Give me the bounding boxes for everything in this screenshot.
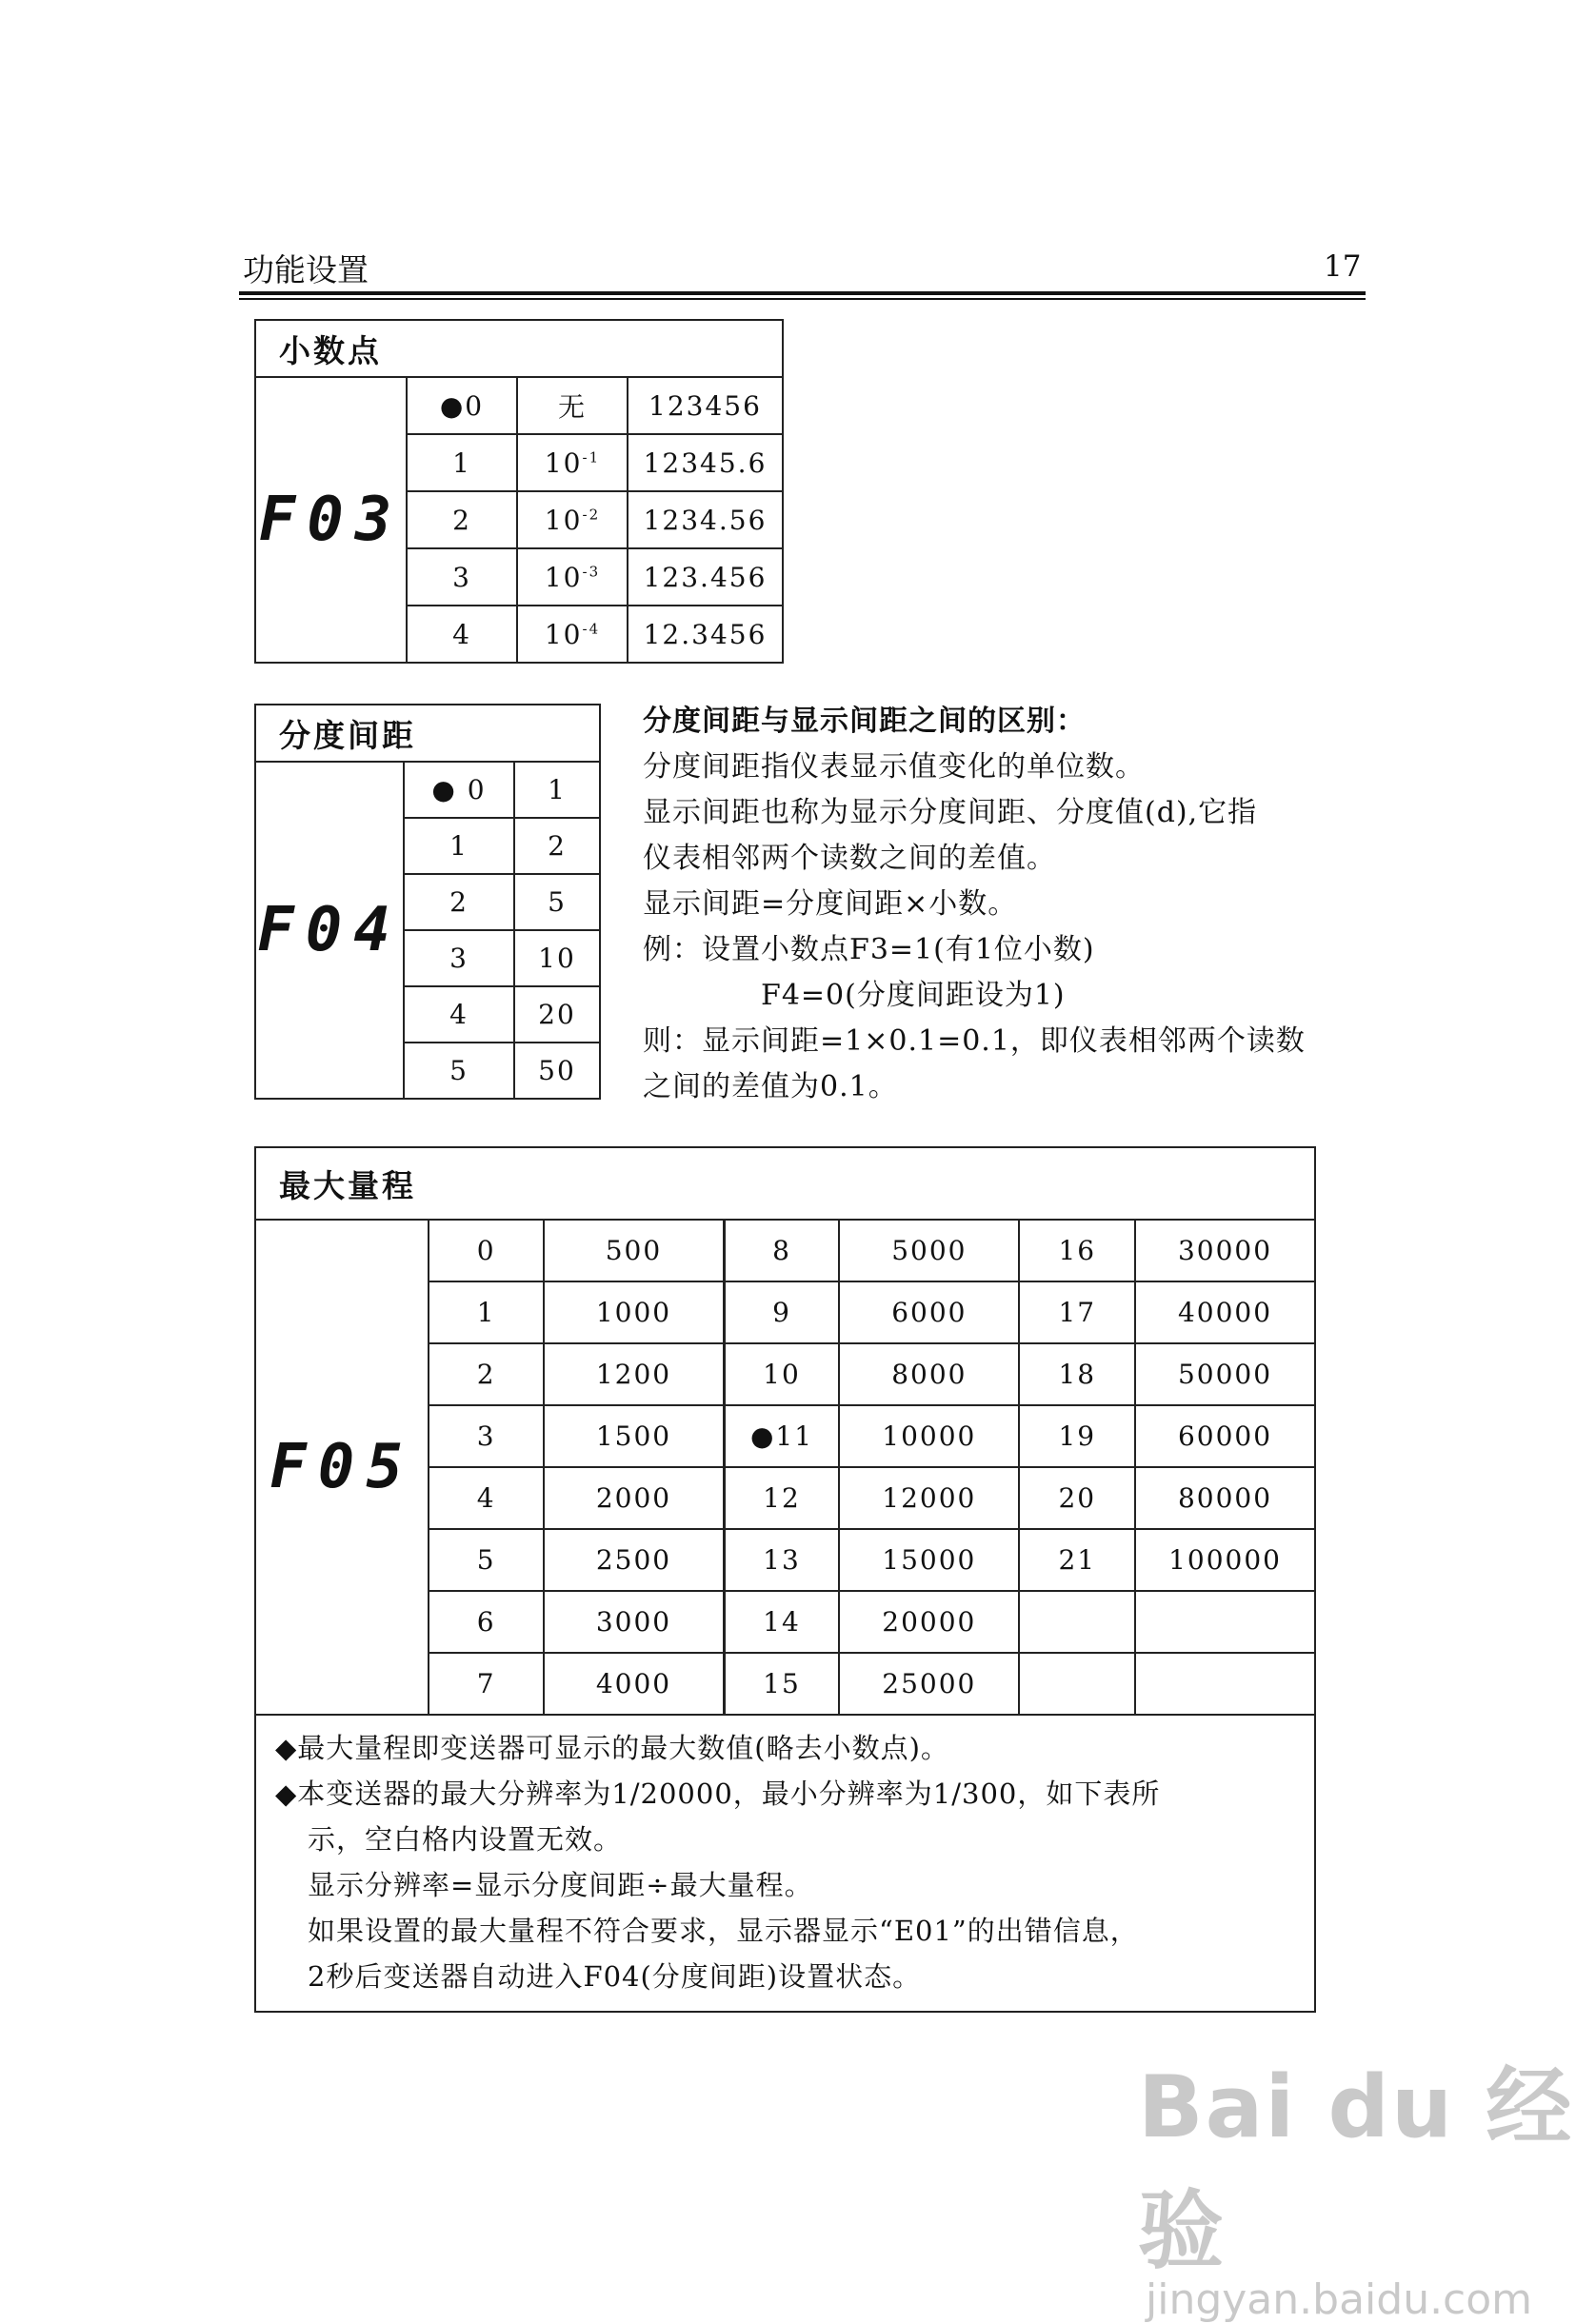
- range-value: 8000: [839, 1343, 1019, 1405]
- option-value: [1019, 1591, 1135, 1653]
- option-value: 6: [429, 1591, 544, 1653]
- range-value: 100000: [1135, 1529, 1315, 1591]
- range-value: [1135, 1653, 1315, 1715]
- option-value: 5: [429, 1529, 544, 1591]
- option-value: 3: [407, 548, 517, 606]
- division-value: 1: [514, 762, 600, 818]
- header-divider: [239, 291, 1366, 295]
- notes-row: [255, 1715, 1315, 2012]
- range-value: 25000: [839, 1653, 1019, 1715]
- baidu-logo: Bai du 经验: [1138, 2057, 1574, 2281]
- option-value: 3: [429, 1405, 544, 1467]
- division-value: 20: [514, 986, 600, 1043]
- range-value: 500: [544, 1220, 724, 1281]
- example-value: 12.3456: [628, 606, 783, 663]
- option-value: 0: [429, 1220, 544, 1281]
- option-value: 19: [1019, 1405, 1135, 1467]
- f03-decimal-point-table: [254, 319, 784, 664]
- explanation-line: 显示间距也称为显示分度间距、分度值(d),它指: [643, 796, 1258, 829]
- option-value: 2: [429, 1343, 544, 1405]
- range-value: 1500: [544, 1405, 724, 1467]
- option-value: 4: [404, 986, 514, 1043]
- option-value: 2: [407, 491, 517, 548]
- note-line: 如果设置的最大量程不符合要求，显示器显示“E01”的出错信息，: [308, 1915, 1139, 1947]
- factor-base: 无: [557, 391, 587, 423]
- option-value: 17: [1019, 1281, 1135, 1343]
- factor-base: 10: [544, 447, 583, 479]
- option-value: 4: [429, 1467, 544, 1529]
- explanation-line: 分度间距指仪表显示值变化的单位数。: [643, 750, 1145, 784]
- baidu-watermark: [1138, 2037, 1596, 2324]
- option-value: 5: [404, 1043, 514, 1099]
- decimal-factor: [517, 548, 628, 606]
- division-value: 10: [514, 930, 600, 986]
- range-value: [1135, 1591, 1315, 1653]
- note-line: 显示分辨率=显示分度间距÷最大量程。: [308, 1869, 813, 1901]
- range-value: 2500: [544, 1529, 724, 1591]
- option-value: 7: [429, 1653, 544, 1715]
- page-number: 17: [1324, 249, 1362, 284]
- table-title: 小数点: [255, 320, 783, 377]
- factor-exponent: -1: [582, 448, 601, 467]
- division-explanation: [643, 699, 1306, 1110]
- title-row: [255, 1147, 1315, 1220]
- explanation-line: 显示间距=分度间距×小数。: [643, 887, 1018, 921]
- decimal-factor: [517, 606, 628, 663]
- range-value: 30000: [1135, 1220, 1315, 1281]
- explanation-line: 则：显示间距=1×0.1=0.1，即仪表相邻两个读数: [643, 1024, 1306, 1058]
- range-value: 60000: [1135, 1405, 1315, 1467]
- decimal-factor: [517, 491, 628, 548]
- title-row: [255, 705, 600, 762]
- option-value: 10: [724, 1343, 839, 1405]
- range-value: 1000: [544, 1281, 724, 1343]
- range-value: 6000: [839, 1281, 1019, 1343]
- table-row: [255, 1220, 1315, 1281]
- table-row: [255, 762, 600, 818]
- range-value: 80000: [1135, 1467, 1315, 1529]
- explanation-line: 仪表相邻两个读数之间的差值。: [643, 842, 1056, 875]
- range-value: 10000: [839, 1405, 1019, 1467]
- section-title: 功能设置: [243, 251, 369, 288]
- option-value: 1: [429, 1281, 544, 1343]
- watermark-url: jingyan.baidu.com: [1146, 2275, 1533, 2324]
- option-value: 8: [724, 1220, 839, 1281]
- factor-base: 10: [544, 561, 583, 593]
- option-value: 15: [724, 1653, 839, 1715]
- range-value: 4000: [544, 1653, 724, 1715]
- range-value: 2000: [544, 1467, 724, 1529]
- factor-exponent: -3: [582, 563, 601, 581]
- decimal-factor: [517, 434, 628, 491]
- division-value: 2: [514, 818, 600, 874]
- parameter-code: F03: [255, 377, 407, 663]
- factor-base: 10: [544, 618, 583, 650]
- option-value: 20: [1019, 1467, 1135, 1529]
- note-line: ◆最大量程即变送器可显示的最大数值(略去小数点)。: [275, 1732, 949, 1764]
- f04-division-table: [254, 704, 601, 1100]
- range-value: 1200: [544, 1343, 724, 1405]
- option-value: 21: [1019, 1529, 1135, 1591]
- option-value: [1019, 1653, 1135, 1715]
- example-value: 123456: [628, 377, 783, 434]
- table-row: [255, 377, 783, 434]
- range-value: 15000: [839, 1529, 1019, 1591]
- f05-max-range-table: [254, 1146, 1316, 2013]
- note-line: 2秒后变送器自动进入F04(分度间距)设置状态。: [308, 1960, 922, 1993]
- explanation-line: 之间的差值为0.1。: [643, 1070, 898, 1103]
- range-value: 12000: [839, 1467, 1019, 1529]
- range-value: 5000: [839, 1220, 1019, 1281]
- division-value: 5: [514, 874, 600, 930]
- note-line: ◆本变送器的最大分辨率为1/20000，最小分辨率为1/300，如下表所: [275, 1778, 1161, 1810]
- note-line: 示，空白格内设置无效。: [308, 1823, 623, 1856]
- decimal-factor: [517, 377, 628, 434]
- option-value: 18: [1019, 1343, 1135, 1405]
- table-title: 最大量程: [255, 1147, 1315, 1220]
- option-value: 14: [724, 1591, 839, 1653]
- range-value: 40000: [1135, 1281, 1315, 1343]
- example-value: 12345.6: [628, 434, 783, 491]
- option-value: ● 0: [404, 762, 514, 818]
- range-value: 50000: [1135, 1343, 1315, 1405]
- option-value: 9: [724, 1281, 839, 1343]
- parameter-code: F05: [255, 1220, 429, 1715]
- option-value: 3: [404, 930, 514, 986]
- factor-exponent: -2: [582, 506, 601, 524]
- option-value: 2: [404, 874, 514, 930]
- range-value: 20000: [839, 1591, 1019, 1653]
- option-value: 12: [724, 1467, 839, 1529]
- option-value: 16: [1019, 1220, 1135, 1281]
- option-value: ●11: [724, 1405, 839, 1467]
- example-value: 123.456: [628, 548, 783, 606]
- title-row: [255, 320, 783, 377]
- explanation-line: F4=0(分度间距设为1): [643, 979, 1066, 1012]
- factor-exponent: -4: [582, 620, 601, 638]
- header-divider-thin: [239, 298, 1366, 300]
- option-value: ●0: [407, 377, 517, 434]
- parameter-code: F04: [255, 762, 404, 1099]
- example-value: 1234.56: [628, 491, 783, 548]
- range-value: 3000: [544, 1591, 724, 1653]
- explanation-heading: 分度间距与显示间距之间的区别：: [643, 705, 1086, 738]
- notes-cell: [255, 1715, 1315, 2012]
- explanation-line: 例：设置小数点F3=1(有1位小数): [643, 933, 1095, 966]
- option-value: 1: [404, 818, 514, 874]
- option-value: 4: [407, 606, 517, 663]
- factor-base: 10: [544, 504, 583, 536]
- table-title: 分度间距: [255, 705, 600, 762]
- option-value: 1: [407, 434, 517, 491]
- option-value: 13: [724, 1529, 839, 1591]
- division-value: 50: [514, 1043, 600, 1099]
